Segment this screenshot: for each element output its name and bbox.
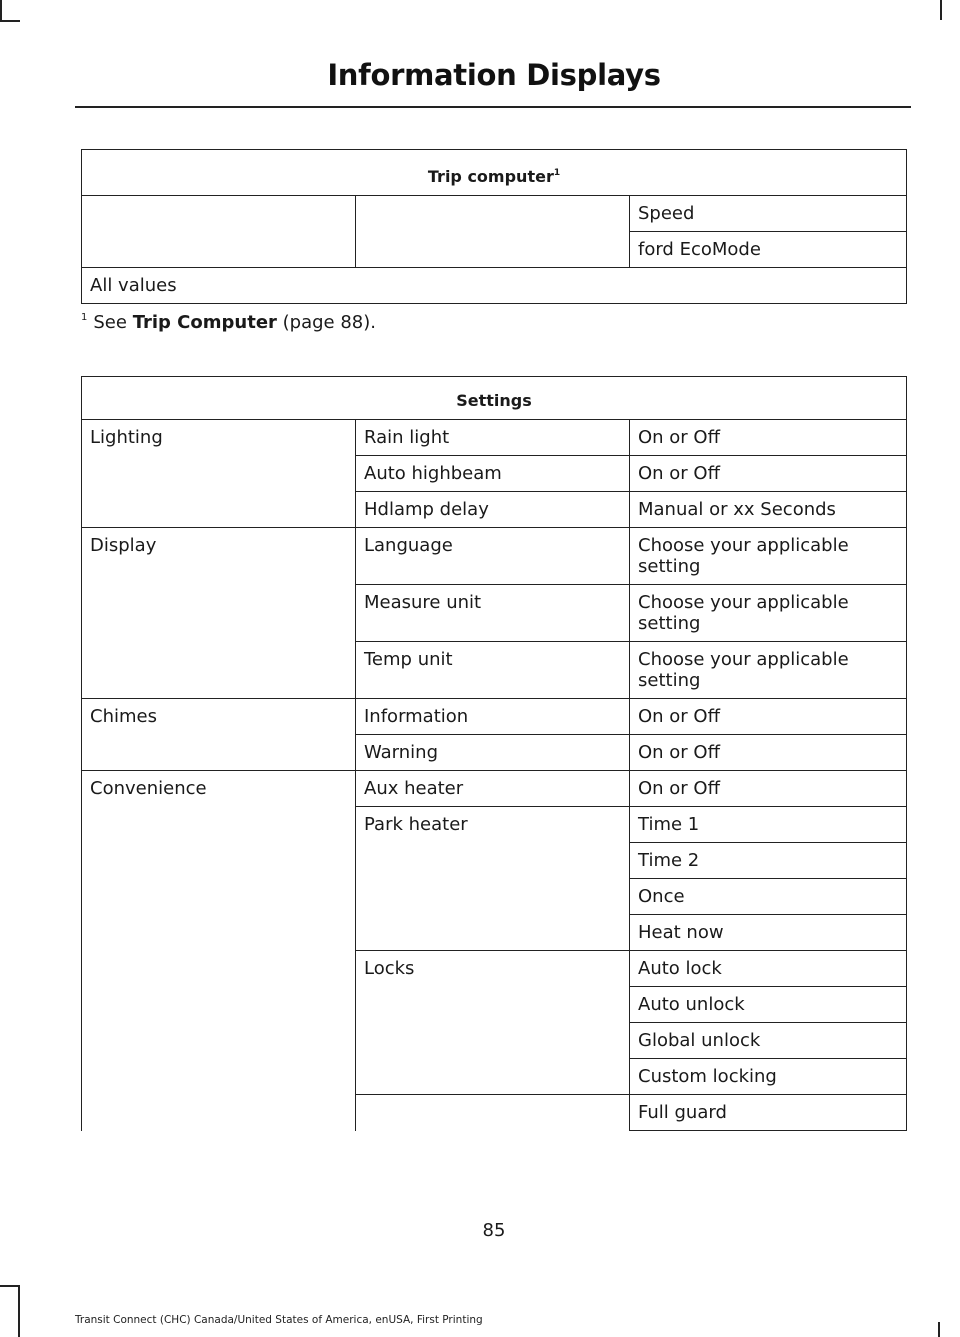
table-row — [82, 268, 907, 304]
table-row — [82, 196, 907, 232]
setting-option: Global unlock — [630, 1023, 907, 1059]
crop-mark-top-left — [0, 0, 2, 20]
setting-option: Heat now — [630, 915, 907, 951]
footnote-prefix: See — [93, 312, 127, 333]
setting-label: Rain light — [356, 420, 630, 456]
footnote-reference: Trip Computer — [132, 312, 277, 333]
table-cell: ford EcoMode — [630, 232, 907, 268]
setting-option: Auto unlock — [630, 987, 907, 1023]
setting-option: Time 2 — [630, 843, 907, 879]
table-row — [82, 771, 907, 807]
setting-label: Information — [356, 699, 630, 735]
footnote — [81, 312, 376, 333]
footnote-marker: 1 — [553, 168, 561, 178]
footer-text: Transit Connect (CHC) Canada/United States of America, enUSA, First Printing — [75, 1314, 483, 1326]
crop-mark-bottom-left — [0, 1285, 20, 1287]
setting-label: Language — [356, 528, 630, 585]
page-number: 85 — [482, 1220, 506, 1241]
setting-option: On or Off — [630, 456, 907, 492]
setting-label: Park heater — [356, 807, 630, 951]
setting-option: Time 1 — [630, 807, 907, 843]
setting-option: On or Off — [630, 420, 907, 456]
table-heading: Trip computer$^1$ — [82, 150, 907, 196]
setting-label: Temp unit — [356, 642, 630, 699]
table-row — [82, 528, 907, 585]
table-row — [82, 420, 907, 456]
table-cell — [356, 196, 630, 268]
setting-option: On or Off — [630, 771, 907, 807]
group-cell: Lighting — [82, 420, 356, 528]
setting-label: Locks — [356, 951, 630, 1095]
footnote-suffix: (page 88). — [282, 312, 377, 333]
title-divider — [75, 106, 911, 108]
page-title: Information Displays — [327, 58, 661, 92]
table-cell: Speed — [630, 196, 907, 232]
setting-option: Custom locking — [630, 1059, 907, 1095]
table-header-row — [82, 377, 907, 420]
setting-label: Measure unit — [356, 585, 630, 642]
footnote-marker: 1 — [81, 312, 88, 323]
table-row — [82, 699, 907, 735]
setting-option: Choose your applicable setting — [630, 585, 907, 642]
setting-label: Hdlamp delay — [356, 492, 630, 528]
setting-option: On or Off — [630, 735, 907, 771]
crop-mark-bottom-left — [18, 1285, 20, 1337]
setting-option: Once — [630, 879, 907, 915]
setting-option: Full guard — [630, 1095, 907, 1131]
crop-mark-bottom-right — [938, 1322, 940, 1337]
setting-option: Choose your applicable setting — [630, 642, 907, 699]
setting-option: Auto lock — [630, 951, 907, 987]
crop-mark-top-right — [940, 0, 942, 20]
table-header-row — [82, 150, 907, 196]
table-heading: Settings — [82, 377, 907, 420]
trip-computer-table — [81, 149, 907, 304]
group-cell: Convenience — [82, 771, 356, 1131]
setting-option: On or Off — [630, 699, 907, 735]
setting-option: Manual or xx Seconds — [630, 492, 907, 528]
group-cell: Chimes — [82, 699, 356, 771]
setting-label: Warning — [356, 735, 630, 771]
setting-option: Choose your applicable setting — [630, 528, 907, 585]
table-cell — [82, 196, 356, 268]
setting-label — [356, 1095, 630, 1131]
table-cell: All values — [82, 268, 907, 304]
setting-label: Aux heater — [356, 771, 630, 807]
group-cell: Display — [82, 528, 356, 699]
settings-table — [81, 376, 907, 1131]
crop-mark-top-left — [0, 20, 20, 22]
setting-label: Auto highbeam — [356, 456, 630, 492]
